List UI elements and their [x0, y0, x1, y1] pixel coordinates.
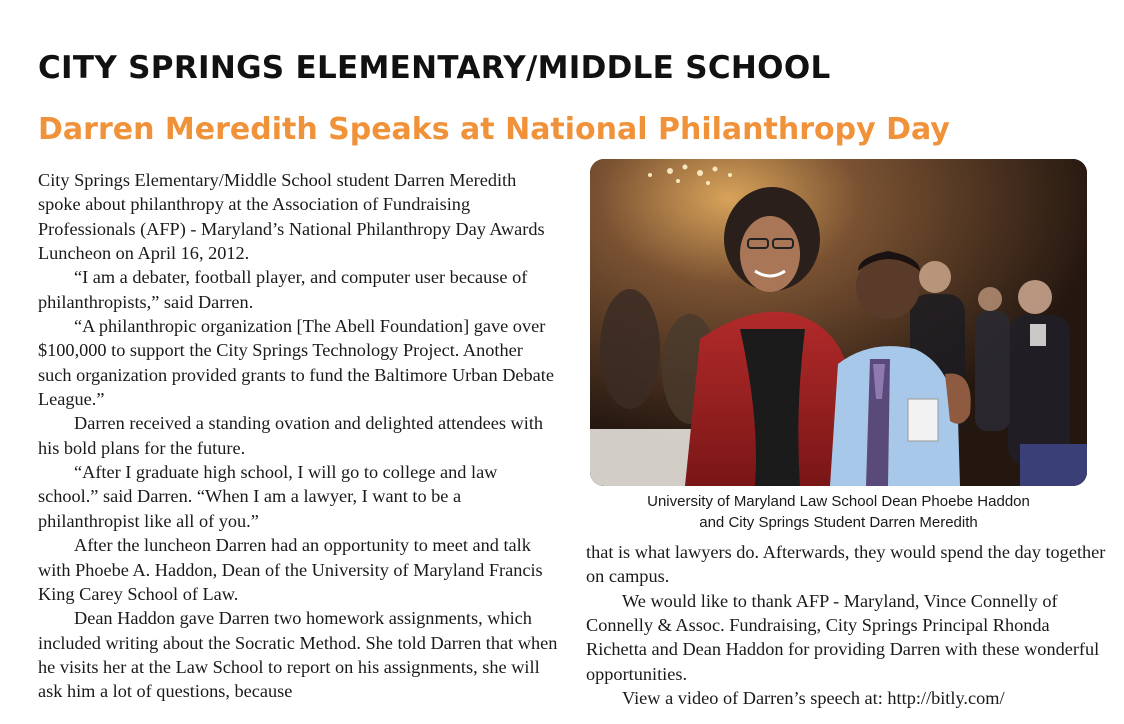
paragraph: We would like to thank AFP - Maryland, Vince Connelly of Connelly & Assoc. Fundraising, City Springs Principal Rhonda Richetta and Dean Haddon for providing Darren with these wonderful opportunities. — [586, 590, 1100, 684]
paragraph: After the luncheon Darren had an opportunity to meet and talk with Phoebe A. Haddon, Dean of the University of Maryland Francis King Carey School of Law. — [38, 535, 543, 604]
paragraph: “After I graduate high school, I will go to college and law school.” said Darren. “When I am a lawyer, I want to be a philanthropist like all of you.” — [38, 462, 498, 531]
school-title: CITY SPRINGS ELEMENTARY/MIDDLE SCHOOL — [38, 50, 831, 86]
paragraph: View a video of Darren’s speech at: http://bitly.com/ — [622, 688, 1005, 709]
article-headline: Darren Meredith Speaks at National Philanthropy Day — [38, 112, 950, 147]
paragraph: Darren received a standing ovation and delighted attendees with his bold plans for the future. — [38, 413, 544, 458]
caption-line: and City Springs Student Darren Meredith — [699, 514, 978, 531]
photo-caption — [590, 491, 1087, 533]
table — [1020, 444, 1087, 486]
event-photo — [590, 159, 1087, 486]
article-column-left — [38, 168, 558, 704]
paragraph: “A philanthropic organization [The Abell Foundation] gave over $100,000 to support the City Springs Technology Project. Another such organization provided grants to fund the Baltimore Urban Debate League.” — [38, 316, 554, 410]
caption-line: University of Maryland Law School Dean Phoebe Haddon — [647, 493, 1030, 510]
paragraph: City Springs Elementary/Middle School student Darren Meredith spoke about philanthropy at the Association of Fundraising Professionals (AFP) - Maryland’s National Philanthropy Day Awards Luncheon on April 16, 2012. — [38, 170, 545, 264]
paragraph: “I am a debater, football player, and computer user because of philanthropists,” said Darren. — [38, 267, 528, 312]
paragraph: Dean Haddon gave Darren two homework assignments, which included writing about the Socratic Method. She told Darren that when he visits her at the Law School to report on his assignments, she will ask him a lot of questions, because — [38, 608, 558, 702]
paragraph: that is what lawyers do. Afterwards, they would spend the day together on campus. — [586, 542, 1106, 587]
article-column-right — [586, 540, 1106, 710]
